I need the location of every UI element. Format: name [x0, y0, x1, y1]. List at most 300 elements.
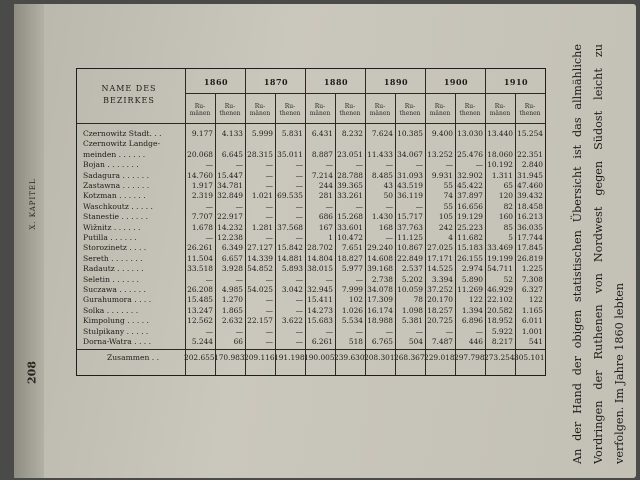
table-cell: —	[295, 201, 303, 211]
table-cell: —	[295, 326, 303, 336]
table-cell: 10.192	[487, 160, 513, 170]
table-cell: 16.656	[457, 201, 483, 211]
table-cell: 7.308	[521, 274, 543, 284]
table-cell: 25.223	[457, 222, 483, 232]
table-cell: 32.902	[457, 170, 483, 180]
table-cell: 33.469	[487, 243, 513, 253]
table-cell: 6.011	[521, 316, 543, 326]
table-cell: 32.849	[217, 191, 243, 201]
table-cell: 3.928	[221, 264, 243, 274]
table-cell: 23.051	[337, 149, 363, 159]
table-cell: 33.261	[337, 191, 363, 201]
table-cell: 9.400	[431, 129, 453, 138]
table-cell: 1.165	[521, 305, 543, 315]
table-cell: 7.651	[341, 243, 363, 253]
table-cell: 37.252	[427, 285, 453, 294]
table-cell: 47.460	[517, 181, 543, 190]
table-cell: 1.225	[521, 264, 543, 274]
running-head: X. KAPITEL	[29, 178, 37, 230]
year-header: 1860	[203, 77, 229, 87]
total-cell: 305.101	[514, 353, 545, 363]
table-cell: —	[265, 233, 273, 242]
total-cell: 239.630	[334, 353, 365, 363]
table-cell: 54.852	[247, 264, 273, 274]
table-cell: 18.988	[367, 316, 393, 326]
table-cell: 26.819	[517, 253, 543, 263]
table-cell: 446	[468, 337, 483, 346]
table-cell: 167	[318, 222, 333, 232]
district-name: Zastawna . . . . . .	[83, 181, 150, 190]
table-cell: 10.385	[397, 129, 423, 138]
table-cell: 1.430	[371, 212, 393, 222]
table-cell: —	[205, 201, 213, 211]
table-cell: 19.129	[457, 212, 483, 222]
table-cell: 38.015	[307, 264, 333, 274]
table-cell: 8.232	[341, 129, 363, 138]
district-name: Putilla . . . . . .	[83, 233, 137, 242]
sub-header: Ru- thenen	[459, 103, 481, 117]
table-cell: 168	[378, 222, 393, 232]
sub-header: Ru- mänen	[189, 103, 211, 117]
table-cell: 2.632	[221, 316, 243, 326]
side-paragraph: An der Hand der obigen statistischen Übersicht ist das allmähliche Vordringen der Ruthenen von Nordwest gegen Südost leicht zu verfolgen. Im Jahre 1860 lebten	[571, 44, 626, 464]
table-cell: 7.487	[431, 337, 453, 346]
table-cell: 82	[503, 201, 513, 211]
table-cell: 20.582	[487, 305, 513, 315]
sub-header: Ru- thenen	[279, 103, 301, 117]
table-cell: —	[475, 160, 483, 170]
table-cell: 55	[443, 201, 453, 211]
year-header: 1900	[443, 77, 469, 87]
table-cell: —	[265, 274, 273, 284]
year-header: 1880	[323, 77, 349, 87]
table-cell: —	[235, 274, 243, 284]
table-cell: 39.365	[337, 181, 363, 190]
table-cell: 33.601	[337, 222, 363, 232]
table-cell: 6.431	[311, 129, 333, 138]
table-cell: 12.562	[187, 316, 213, 326]
table-rule	[185, 93, 545, 94]
table-cell: 12.238	[217, 233, 243, 242]
table-cell: —	[295, 274, 303, 284]
table-cell: 69.535	[277, 191, 303, 201]
table-cell: 26.155	[457, 253, 483, 263]
table-cell: 242	[438, 222, 453, 232]
district-name: Waschkoutz . . . . .	[83, 201, 153, 211]
table-cell: 45.422	[457, 181, 483, 190]
table-cell: 17.171	[427, 253, 453, 263]
table-cell: —	[355, 201, 363, 211]
table-cell: 10.059	[397, 285, 423, 294]
table-cell: 102	[348, 295, 363, 305]
table-cell: 26.261	[187, 243, 213, 253]
table-cell: 20.170	[427, 295, 453, 305]
district-name: Bojan . . . . . . .	[83, 160, 139, 170]
district-name: Radautz . . . . . .	[83, 264, 144, 274]
table-cell: —	[205, 326, 213, 336]
table-cell: 7.999	[341, 285, 363, 294]
table-cell: 3.622	[281, 316, 303, 326]
table-cell: —	[265, 337, 273, 346]
table-cell: 5.922	[491, 326, 513, 336]
table-cell: —	[415, 326, 423, 336]
table-cell: —	[445, 326, 453, 336]
table-cell: 19.199	[487, 253, 513, 263]
year-header: 1870	[263, 77, 289, 87]
table-cell: 27.025	[427, 243, 453, 253]
table-cell: 2.738	[371, 274, 393, 284]
table-cell: 31.093	[397, 170, 423, 180]
table-cell: —	[445, 160, 453, 170]
table-cell: 31.945	[517, 170, 543, 180]
table-rule	[77, 349, 545, 350]
table-cell: 2.537	[401, 264, 423, 274]
table-cell: 10.472	[337, 233, 363, 242]
table-cell: 281	[318, 191, 333, 201]
table-cell: 4	[448, 233, 453, 242]
table-cell: —	[295, 181, 303, 190]
table-cell: 16.174	[367, 305, 393, 315]
table-cell: 8.485	[371, 170, 393, 180]
table-cell: 20.725	[427, 316, 453, 326]
table-cell: 122	[468, 295, 483, 305]
book-page	[14, 4, 636, 478]
page-gutter	[14, 4, 44, 478]
table-cell: 17.845	[517, 243, 543, 253]
district-name: meinden . . . . . .	[83, 149, 146, 159]
table-cell: —	[265, 181, 273, 190]
table-cell: 7.624	[371, 129, 393, 138]
district-name: Sadagura . . . . . .	[83, 170, 149, 180]
table-cell: 37.897	[457, 191, 483, 201]
table-cell: 9.177	[191, 129, 213, 138]
table-cell: 1.394	[461, 305, 483, 315]
table-cell: 5.244	[191, 337, 213, 346]
table-cell: 10.867	[397, 243, 423, 253]
table-cell: 1.098	[401, 305, 423, 315]
total-label: Zusammen . .	[107, 353, 160, 363]
table-cell: 1.281	[251, 222, 273, 232]
sub-header: Ru- mänen	[429, 103, 451, 117]
sub-header: Ru- mänen	[309, 103, 331, 117]
table-cell: 2.319	[191, 191, 213, 201]
table-cell: —	[295, 337, 303, 346]
table-cell: 8.217	[491, 337, 513, 346]
table-cell: —	[295, 160, 303, 170]
district-name: Sereth . . . . . . .	[83, 253, 143, 263]
table-cell: 160	[498, 212, 513, 222]
table-cell: 14.273	[307, 305, 333, 315]
table-cell: 1.865	[221, 305, 243, 315]
district-name: Gurahumora . . . .	[83, 295, 152, 305]
table-cell: 1.001	[521, 326, 543, 336]
table-cell: —	[415, 160, 423, 170]
table-cell: 36.035	[517, 222, 543, 232]
table-cell: 15.183	[457, 243, 483, 253]
table-cell: 3.394	[431, 274, 453, 284]
table-cell: 14.232	[217, 222, 243, 232]
table-cell: 5.831	[281, 129, 303, 138]
table-cell: 1.917	[191, 181, 213, 190]
table-cell: 11.433	[367, 149, 393, 159]
table-cell: 1.026	[341, 305, 363, 315]
table-cell: 120	[498, 191, 513, 201]
sub-header: Ru- mänen	[369, 103, 391, 117]
table-cell: —	[265, 326, 273, 336]
table-cell: —	[265, 201, 273, 211]
table-cell: 15.717	[397, 212, 423, 222]
table-cell: 15.411	[307, 295, 333, 305]
table-cell: 244	[318, 181, 333, 190]
table-cell: 122	[528, 295, 543, 305]
table-cell: 2.974	[461, 264, 483, 274]
table-cell: 1.021	[251, 191, 273, 201]
table-cell: 1.270	[221, 295, 243, 305]
district-name: Stulpikany . . . . .	[83, 326, 149, 336]
table-cell: 13.247	[187, 305, 213, 315]
total-cell: 191.198	[274, 353, 305, 363]
table-cell: 18.827	[337, 253, 363, 263]
table-cell: 11.504	[187, 253, 213, 263]
table-cell: 14.608	[367, 253, 393, 263]
table-cell: 52	[503, 274, 513, 284]
table-cell: —	[385, 201, 393, 211]
table-cell: 504	[408, 337, 423, 346]
statistics-table	[76, 68, 546, 376]
table-cell: 15.254	[517, 129, 543, 138]
table-cell: 14.525	[427, 264, 453, 274]
table-cell: 6.327	[521, 285, 543, 294]
table-cell: 686	[318, 212, 333, 222]
table-cell: 22.102	[487, 295, 513, 305]
total-cell: 190.005	[304, 353, 335, 363]
table-cell: —	[475, 326, 483, 336]
table-cell: 54.025	[247, 285, 273, 294]
sub-header: Ru- thenen	[339, 103, 361, 117]
table-cell: 11.682	[457, 233, 483, 242]
table-cell: 29.240	[367, 243, 393, 253]
total-cell: 297.798	[454, 353, 485, 363]
total-cell: 202.655	[184, 353, 215, 363]
total-cell: 170.983	[214, 353, 245, 363]
table-cell: 14.339	[247, 253, 273, 263]
table-cell: 20.068	[187, 149, 213, 159]
district-name: Kimpolung . . . . .	[83, 316, 149, 326]
table-cell: 3.042	[281, 285, 303, 294]
table-cell: —	[205, 274, 213, 284]
district-name: Suczawa . . . . . .	[83, 285, 146, 294]
table-cell: —	[385, 326, 393, 336]
district-name: Seletin . . . . . .	[83, 274, 139, 284]
table-cell: 34.781	[217, 181, 243, 190]
table-cell: —	[355, 160, 363, 170]
table-cell: —	[295, 212, 303, 222]
table-cell: 105	[438, 212, 453, 222]
table-cell: 5.999	[251, 129, 273, 138]
table-cell: 11.269	[457, 285, 483, 294]
table-cell: 28.702	[307, 243, 333, 253]
district-name: Storozinetz . . . .	[83, 243, 147, 253]
table-cell: 43.519	[397, 181, 423, 190]
table-cell: 5	[508, 233, 513, 242]
district-name: Solka . . . . . . .	[83, 305, 139, 315]
table-cell: 5.381	[401, 316, 423, 326]
page-number: 208	[25, 361, 39, 384]
table-cell: 14.804	[307, 253, 333, 263]
table-cell: 35.011	[277, 149, 303, 159]
table-cell: 7.707	[191, 212, 213, 222]
table-cell: 1.678	[191, 222, 213, 232]
table-cell: 5.202	[401, 274, 423, 284]
table-cell: —	[235, 201, 243, 211]
table-cell: 26.208	[187, 285, 213, 294]
table-cell: 14.760	[187, 170, 213, 180]
table-cell: 18.458	[517, 201, 543, 211]
table-cell: 6.657	[221, 253, 243, 263]
table-cell: 6.349	[221, 243, 243, 253]
table-cell: 17.309	[367, 295, 393, 305]
table-cell: —	[265, 212, 273, 222]
table-cell: 4.133	[221, 129, 243, 138]
table-cell: 43	[383, 181, 393, 190]
table-cell: 8.887	[311, 149, 333, 159]
table-cell: 32.945	[307, 285, 333, 294]
table-cell: 54.711	[487, 264, 513, 274]
table-cell: 15.268	[337, 212, 363, 222]
table-cell: 518	[348, 337, 363, 346]
table-cell: 13.030	[457, 129, 483, 138]
table-cell: 37.763	[397, 222, 423, 232]
table-cell: 74	[443, 191, 453, 201]
district-name: Stanestie . . . . . .	[83, 212, 149, 222]
table-cell: —	[385, 233, 393, 242]
table-cell: 6.765	[371, 337, 393, 346]
table-cell: —	[355, 326, 363, 336]
table-cell: 15.447	[217, 170, 243, 180]
total-cell: 273.254	[484, 353, 515, 363]
table-cell: —	[205, 233, 213, 242]
table-cell: —	[205, 160, 213, 170]
table-cell: 15.485	[187, 295, 213, 305]
table-cell: 22.351	[517, 149, 543, 159]
table-cell: —	[415, 201, 423, 211]
table-rule	[77, 123, 545, 124]
table-cell: 33.518	[187, 264, 213, 274]
table-cell: 16.213	[517, 212, 543, 222]
table-cell: 85	[503, 222, 513, 232]
table-cell: 6.896	[461, 316, 483, 326]
sub-header: Ru- mänen	[489, 103, 511, 117]
table-cell: 46.929	[487, 285, 513, 294]
table-cell: —	[355, 274, 363, 284]
table-cell: 39.168	[367, 264, 393, 274]
table-cell: 50	[383, 191, 393, 201]
table-cell: —	[265, 305, 273, 315]
sub-header: Ru- thenen	[399, 103, 421, 117]
column-header-district: NAME DES BEZIRKES	[101, 84, 157, 105]
table-cell: 65	[503, 181, 513, 190]
table-cell: 541	[528, 337, 543, 346]
table-cell: —	[325, 160, 333, 170]
sub-header: Ru- thenen	[519, 103, 541, 117]
table-cell: 66	[233, 337, 243, 346]
table-cell: 7.214	[311, 170, 333, 180]
table-cell: 78	[413, 295, 423, 305]
table-cell: —	[385, 160, 393, 170]
district-name: Czernowitz Landge-	[83, 139, 161, 149]
table-cell: —	[265, 160, 273, 170]
table-cell: —	[325, 201, 333, 211]
year-header: 1890	[383, 77, 409, 87]
table-cell: 5.890	[461, 274, 483, 284]
table-cell: 1.311	[491, 170, 513, 180]
table-cell: 22.157	[247, 316, 273, 326]
table-cell: 5.977	[341, 264, 363, 274]
table-cell: —	[295, 305, 303, 315]
table-cell: 13.252	[427, 149, 453, 159]
district-name: Kotzman . . . . . .	[83, 191, 146, 201]
table-cell: 15.683	[307, 316, 333, 326]
table-cell: 6.261	[311, 337, 333, 346]
sub-header: Ru- thenen	[219, 103, 241, 117]
table-cell: 22.917	[217, 212, 243, 222]
table-cell: —	[325, 274, 333, 284]
table-cell: 11.125	[397, 233, 423, 242]
table-cell: 13.440	[487, 129, 513, 138]
table-cell: 39.432	[517, 191, 543, 201]
table-cell: 17.744	[517, 233, 543, 242]
table-cell: —	[295, 233, 303, 242]
table-cell: 4.985	[221, 285, 243, 294]
total-cell: 229.018	[424, 353, 455, 363]
table-cell: 18.060	[487, 149, 513, 159]
table-cell: —	[295, 170, 303, 180]
table-cell: 6.645	[221, 149, 243, 159]
table-cell: 28.315	[247, 149, 273, 159]
sub-header: Ru- mänen	[249, 103, 271, 117]
table-cell: 28.788	[337, 170, 363, 180]
district-name: Czernowitz Stadt. . .	[83, 129, 162, 138]
table-cell: —	[295, 295, 303, 305]
table-cell: 5.534	[341, 316, 363, 326]
table-cell: 9.931	[431, 170, 453, 180]
table-cell: —	[235, 326, 243, 336]
table-cell: 36.119	[397, 191, 423, 201]
table-cell: 27.127	[247, 243, 273, 253]
table-cell: 14.881	[277, 253, 303, 263]
table-cell: 1	[328, 233, 333, 242]
table-cell: 37.568	[277, 222, 303, 232]
table-cell: —	[265, 170, 273, 180]
total-cell: 268.367	[394, 353, 425, 363]
table-cell: 18.257	[427, 305, 453, 315]
table-cell: 2.840	[521, 160, 543, 170]
table-cell: 22.849	[397, 253, 423, 263]
table-cell: —	[265, 295, 273, 305]
table-cell: 34.078	[367, 285, 393, 294]
table-cell: 34.067	[397, 149, 423, 159]
total-cell: 208.301	[364, 353, 395, 363]
table-cell: 25.476	[457, 149, 483, 159]
table-cell: —	[235, 160, 243, 170]
table-cell: —	[325, 326, 333, 336]
year-header: 1910	[503, 77, 529, 87]
table-cell: 18.952	[487, 316, 513, 326]
table-cell: 15.842	[277, 243, 303, 253]
district-name: Wižnitz . . . . . .	[83, 222, 141, 232]
district-name: Dorna-Watra . . . .	[83, 337, 152, 346]
total-cell: 209.116	[244, 353, 275, 363]
